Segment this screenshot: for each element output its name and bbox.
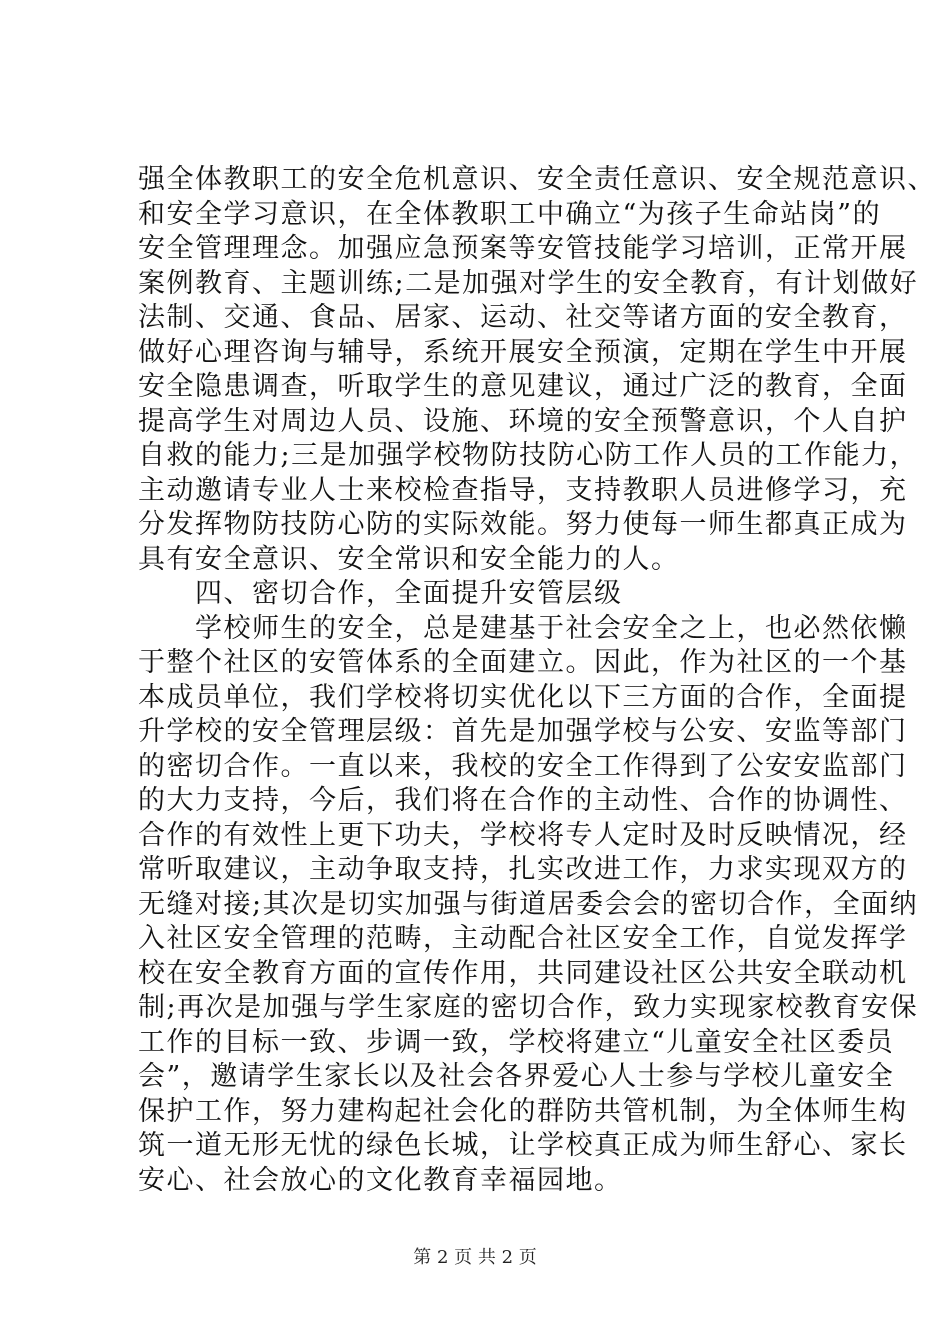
text-line: 工作的目标一致、步调一致，学校将建立“儿童安全社区委员 [138, 1026, 895, 1058]
text-line: 分发挥物防技防心防的实际效能。努力使每一师生都真正成为 [138, 509, 908, 540]
text-line: 本成员单位，我们学校将切实优化以下三方面的合作，全面提 [138, 681, 908, 713]
text-line: 安心、社会放心的文化教育幸福园地。 [138, 1164, 623, 1196]
text-line: 保护工作，努力建构起社会化的群防共管机制，为全体师生构 [138, 1095, 908, 1127]
section-heading: 四、密切合作，全面提升安管层级 [138, 578, 623, 609]
text-line: 升学校的安全管理层级：首先是加强学校与公安、安监等部门 [138, 716, 908, 747]
text-line: 的密切合作。一直以来，我校的安全工作得到了公安安监部门 [138, 750, 908, 782]
text-line: 法制、交通、食品、居家、运动、社交等诸方面的安全教育， [138, 302, 908, 333]
text-line: 自救的能力;三是加强学校物防技防心防工作人员的工作能力， [138, 440, 919, 471]
text-line: 具有安全意识、安全常识和安全能力的人。 [138, 543, 680, 575]
text-line: 主动邀请专业人士来校检查指导，支持教职人员进修学习，充 [138, 474, 908, 506]
text-line: 提高学生对周边人员、设施、环境的安全预警意识，个人自护 [138, 405, 908, 437]
text-line: 安全管理理念。加强应急预案等安管技能学习培训，正常开展 [138, 233, 908, 264]
text-line: 安全隐患调查，听取学生的意见建议，通过广泛的教育，全面 [138, 371, 908, 402]
text-line: 案例教育、主题训练;二是加强对学生的安全教育，有计划做好 [138, 267, 919, 299]
text-line: 做好心理咨询与辅导，系统开展安全预演，定期在学生中开展 [138, 336, 908, 368]
body-text [138, 163, 936, 1198]
text-line: 会”，邀请学生家长以及社会各界爱心人士参与学校儿童安全 [138, 1061, 895, 1092]
text-line: 校在安全教育方面的宣传作用，共同建设社区公共安全联动机 [138, 957, 908, 989]
text-line: 合作的有效性上更下功夫，学校将专人定时及时反映情况，经 [138, 819, 908, 851]
text-line: 筑一道无形无忧的绿色长城，让学校真正成为师生舒心、家长 [138, 1130, 908, 1161]
text-line: 于整个社区的安管体系的全面建立。因此，作为社区的一个基 [138, 647, 908, 678]
text-line: 常听取建议，主动争取支持，扎实改进工作，力求实现双方的 [138, 854, 908, 885]
text-line: 和安全学习意识，在全体教职工中确立“为孩子生命站岗”的 [138, 198, 882, 230]
text-line: 学校师生的安全，总是建基于社会安全之上，也必然依懒 [138, 612, 908, 644]
text-line: 强全体教职工的安全危机意识、安全责任意识、安全规范意识、 [138, 164, 936, 195]
page-footer: 第 2 页 共 2 页 [413, 1247, 537, 1268]
text-line: 制;再次是加强与学生家庭的密切合作，致力实现家校教育安保 [138, 992, 919, 1023]
text-line: 无缝对接;其次是切实加强与街道居委会会的密切合作，全面纳 [138, 888, 919, 920]
text-line: 入社区安全管理的范畴，主动配合社区安全工作，自觉发挥学 [138, 923, 908, 954]
text-line: 的大力支持，今后，我们将在合作的主动性、合作的协调性、 [138, 785, 908, 816]
